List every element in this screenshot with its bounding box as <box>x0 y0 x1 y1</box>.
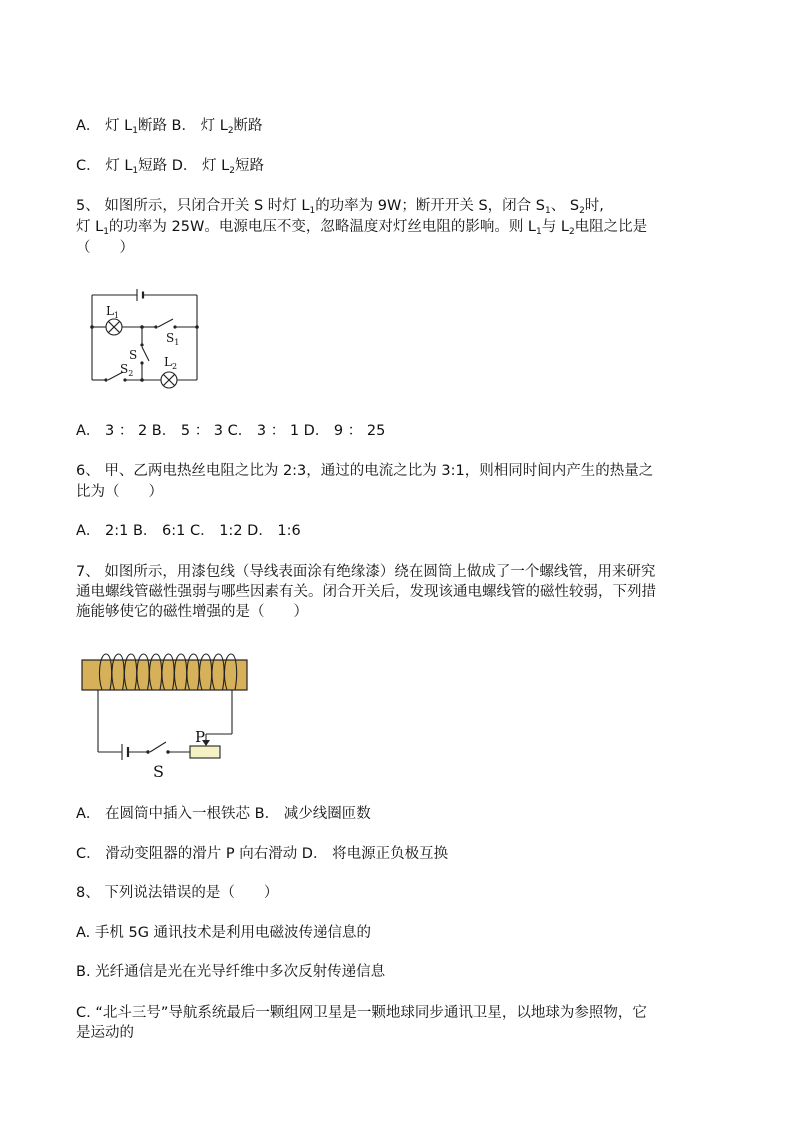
text: 时, <box>584 198 604 214</box>
q8-option-b: B. 光纤通信是光在光导纤维中多次反射传递信息 <box>76 964 386 980</box>
q5-circuit-diagram <box>80 285 210 390</box>
q7-stem-line2: 通电螺线管磁性强弱与哪些因素有关。闭合开关后，发现该通电螺线管的磁性较弱，下列措 <box>76 584 656 600</box>
text: 5、 如图所示，只闭合开关 S 时灯 L <box>76 198 310 214</box>
label-s: S <box>129 348 138 362</box>
text: 的功率为 9W；断开开关 S，闭合 S <box>315 198 545 214</box>
text: 、 S <box>550 198 580 214</box>
subscript: 2 <box>227 126 234 136</box>
q4-option-d-text: 短路 D． 灯 L <box>138 158 230 174</box>
q8-stem: 8、 下列说法错误的是（ ） <box>76 885 279 901</box>
solenoid-cylinder <box>82 660 247 690</box>
q4-option-a-text: A． 灯 L <box>76 118 133 134</box>
subscript: 1 <box>132 126 138 136</box>
q4-options-ab <box>76 116 263 136</box>
subscript: 2 <box>568 227 575 237</box>
switch-contact <box>166 750 169 753</box>
q4-option-b-tail: 断路 <box>233 118 263 134</box>
subscript: 1 <box>536 227 542 237</box>
q5-stem-line2 <box>76 217 647 237</box>
label-l1: $L_1$ <box>106 304 120 320</box>
q8-option-c-line1: C. “北斗三号”导航系统最后一颗组网卫星是一颗地球同步通讯卫星，以地球为参照物，它 <box>76 1005 647 1021</box>
q7-options-cd: C． 滑动变阻器的滑片 P 向右滑动 D． 将电源正负极互换 <box>76 846 449 862</box>
subscript: 1 <box>132 166 139 176</box>
q4-option-c-text: C． 灯 L <box>76 158 133 174</box>
switch-blade <box>150 742 166 752</box>
text: （ ） <box>76 240 134 256</box>
switch-contact <box>104 378 107 381</box>
switch-contact <box>140 361 143 364</box>
q8-option-c-line2: 是运动的 <box>76 1025 134 1041</box>
label-s2: $S_2$ <box>120 362 134 378</box>
junction-dot <box>195 325 199 329</box>
label-s1: $S_1$ <box>166 331 180 347</box>
text: 灯 L <box>76 219 104 235</box>
switch-contact <box>123 378 126 381</box>
subscript: 2 <box>579 206 585 216</box>
subscript: 1 <box>103 227 109 237</box>
q7-options-ab: A． 在圆筒中插入一根铁芯 B． 减少线圈匝数 <box>76 806 371 822</box>
subscript: 1 <box>309 206 316 216</box>
subscript: 1 <box>545 206 551 216</box>
switch-contact <box>154 325 157 328</box>
text: 电阻之比是 <box>574 219 648 235</box>
rheostat <box>190 746 220 758</box>
q4-option-d-tail: 短路 <box>234 158 264 174</box>
q5-stem-line3 <box>76 238 134 258</box>
q5-options: A． 3 ： 2 B． 5 ： 3 C． 3 ： 1 D． 9 ： 25 <box>76 423 386 439</box>
label-s: S <box>153 762 164 781</box>
switch-s-blade <box>142 347 149 361</box>
q6-stem-line2: 比为（ ） <box>76 484 163 500</box>
subscript: 2 <box>229 166 235 176</box>
q5-stem-line1 <box>76 196 604 216</box>
q4-option-b-text: 断路 B． 灯 L <box>137 118 228 134</box>
label-l2: $L_2$ <box>164 355 178 371</box>
switch-contact <box>146 750 149 753</box>
q7-stem-line1: 7、 如图所示，用漆包线（导线表面涂有绝缘漆）绕在圆筒上做成了一个螺线管，用来研究 <box>76 564 656 580</box>
junction-dot <box>140 325 144 329</box>
label-p: P <box>195 728 206 746</box>
junction-dot <box>90 325 94 329</box>
junction-dot <box>140 378 144 382</box>
switch-s1-blade <box>158 319 173 327</box>
text: 的功率为 25W。电源电压不变，忽略温度对灯丝电阻的影响。则 L <box>108 219 537 235</box>
switch-contact <box>173 325 176 328</box>
q8-option-a: A. 手机 5G 通讯技术是利用电磁波传递信息的 <box>76 925 372 941</box>
text: 与 L <box>541 219 569 235</box>
q4-options-cd <box>76 156 264 176</box>
q6-stem-line1: 6、 甲、乙两电热丝电阻之比为 2:3，通过的电流之比为 3:1，则相同时间内产生的热量之 <box>76 463 654 479</box>
q7-solenoid-diagram <box>80 650 250 780</box>
q7-stem-line3: 施能够使它的磁性增强的是（ ） <box>76 604 308 620</box>
switch-contact <box>140 343 143 346</box>
q6-options: A． 2:1 B． 6:1 C． 1:2 D． 1:6 <box>76 523 301 539</box>
